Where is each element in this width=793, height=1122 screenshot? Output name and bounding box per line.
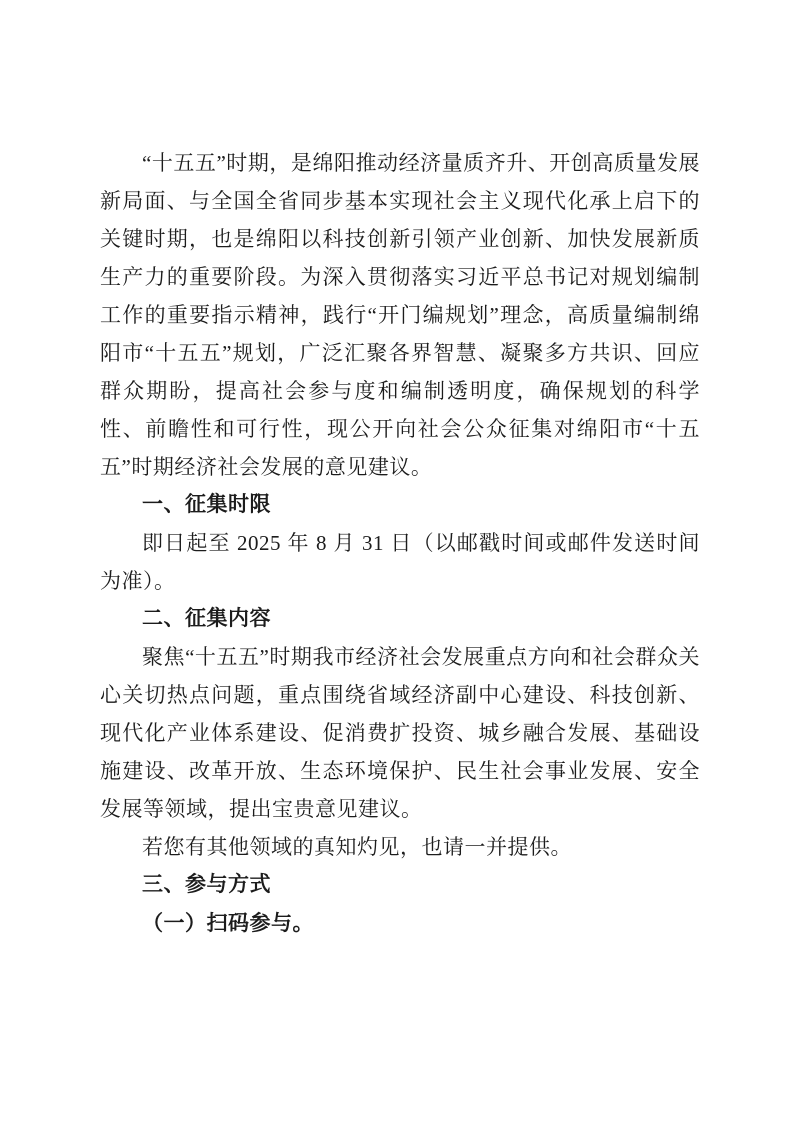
section-heading-collection-content: 二、征集内容 [142, 607, 271, 630]
section-heading-collection-deadline: 一、征集时限 [142, 493, 271, 516]
content-focus-paragraph: 聚焦“十五五”时期我市经济社会发展重点方向和社会群众关心关切热点问题，重点围绕省域经济副中心建设、科技创新、现代化产业体系建设、促消费扩投资、城乡融合发展、基础设施建设、改革开放、生态环境保护、民生社会事业发展、安全发展等领域，提出宝贵意见建议。 [100, 645, 700, 821]
section-heading-participation-method: 三、参与方式 [142, 873, 271, 896]
document-content [100, 144, 700, 942]
intro-paragraph: “十五五”时期，是绵阳推动经济量质齐升、开创高质量发展新局面、与全国全省同步基本实现社会主义现代化承上启下的关键时期，也是绵阳以科技创新引领产业创新、加快发展新质生产力的重要阶段。为深入贯彻落实习近平总书记对规划编制工作的重要指示精神，践行“开门编规划”理念，高质量编制绵阳市“十五五”规划，广泛汇聚各界智慧、凝聚多方共识、回应群众期盼，提高社会参与度和编制透明度，确保规划的科学性、前瞻性和可行性，现公开向社会公众征集对绵阳市“十五五”时期经济社会发展的意见建议。 [100, 151, 700, 479]
subsection-heading-scan-code-participation: （一）扫码参与。 [142, 911, 314, 935]
other-suggestions-paragraph: 若您有其他领域的真知灼见，也请一并提供。 [142, 835, 572, 859]
deadline-paragraph: 即日起至 2025 年 8 月 31 日（以邮戳时间或邮件发送时间为准）。 [100, 531, 700, 593]
